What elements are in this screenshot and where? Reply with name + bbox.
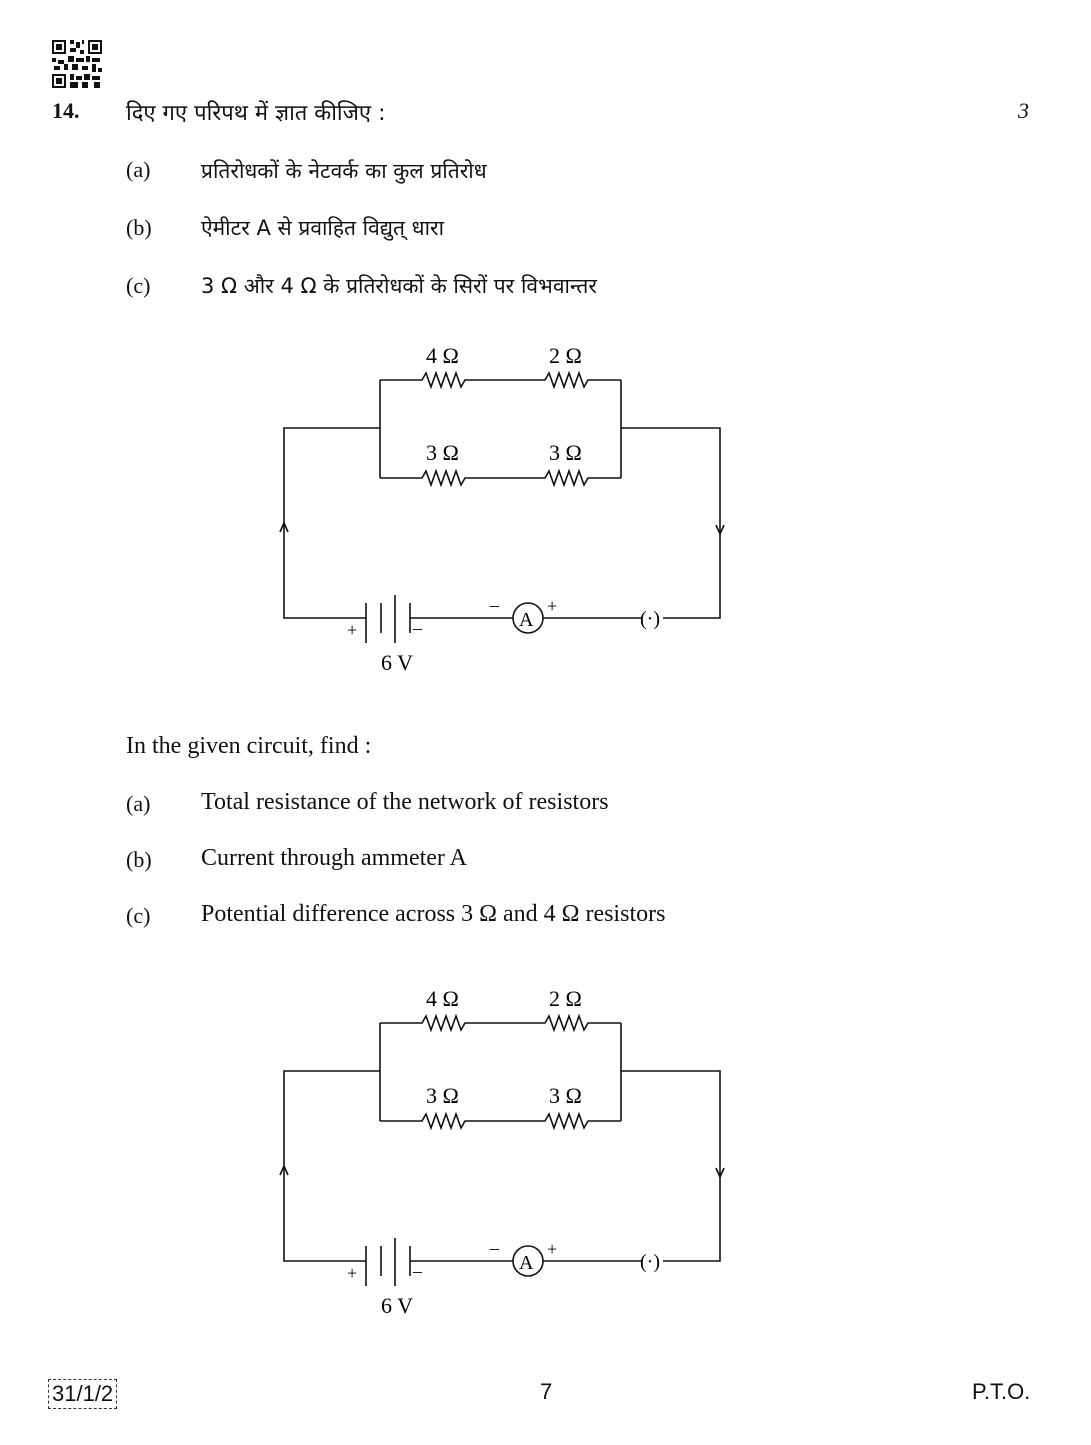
battery-plus-sign: + <box>347 620 358 640</box>
battery-voltage-label: 6 V <box>381 1293 413 1318</box>
ammeter-minus-sign: – <box>490 1238 499 1258</box>
ammeter-symbol: A <box>519 1252 534 1274</box>
battery-voltage-label: 6 V <box>381 650 413 675</box>
wire-right <box>621 1071 720 1261</box>
wire-right <box>621 428 720 618</box>
hindi-prompt: दिए गए परिपथ में ज्ञात कीजिए : <box>126 101 386 126</box>
resistor-label: 3 Ω <box>549 440 582 465</box>
resistor-label: 2 Ω <box>549 343 582 368</box>
resistor-label: 4 Ω <box>426 343 459 368</box>
page-number: 7 <box>540 1379 553 1404</box>
resistor-label: 3 Ω <box>549 1083 582 1108</box>
circuit-diagram-hindi <box>0 335 1091 695</box>
hindi-option-text: 3 Ω और 4 Ω के प्रतिरोधकों के सिरों पर विभवान्तर <box>201 274 597 298</box>
key-symbol: (·) <box>640 1251 660 1273</box>
hindi-option-text: प्रतिरोधकों के नेटवर्क का कुल प्रतिरोध <box>201 159 487 183</box>
resistor-top <box>380 1016 621 1030</box>
pto-label: P.T.O. <box>972 1379 1031 1404</box>
hindi-option-label: (c) <box>126 273 151 298</box>
ammeter-plus-sign: + <box>547 596 558 616</box>
wire-left <box>284 428 380 618</box>
english-option-text: Current through ammeter A <box>201 845 467 871</box>
battery-minus-sign: – <box>413 1261 422 1281</box>
english-option-label: (a) <box>126 791 151 816</box>
circuit-diagram-english <box>0 978 1091 1338</box>
resistor-top <box>380 373 621 387</box>
resistor-bottom <box>380 471 621 485</box>
hindi-option-text: ऐमीटर A से प्रवाहित विद्युत् धारा <box>201 216 445 240</box>
resistor-label: 3 Ω <box>426 1083 459 1108</box>
ammeter-plus-sign: + <box>547 1239 558 1259</box>
hindi-option-label: (b) <box>126 215 152 240</box>
hindi-option-label: (a) <box>126 157 151 182</box>
english-option-text: Total resistance of the network of resistors <box>201 789 609 815</box>
ammeter-minus-sign: – <box>490 595 499 615</box>
english-prompt: In the given circuit, find : <box>126 733 372 759</box>
battery-minus-sign: – <box>413 618 422 638</box>
english-option-label: (b) <box>126 847 152 872</box>
wire-left <box>284 1071 380 1261</box>
question-number: 14. <box>52 98 80 123</box>
ammeter-symbol: A <box>519 609 534 631</box>
resistor-label: 4 Ω <box>426 986 459 1011</box>
english-option-label: (c) <box>126 903 151 928</box>
resistor-label: 2 Ω <box>549 986 582 1011</box>
resistor-label: 3 Ω <box>426 440 459 465</box>
paper-code: 31/1/2 <box>48 1379 117 1409</box>
battery-plus-sign: + <box>347 1263 358 1283</box>
qr-code <box>52 40 102 88</box>
question-marks: 3 <box>1018 98 1029 123</box>
resistor-bottom <box>380 1114 621 1128</box>
english-option-text: Potential difference across 3 Ω and 4 Ω resistors <box>201 901 666 927</box>
key-symbol: (·) <box>640 608 660 630</box>
